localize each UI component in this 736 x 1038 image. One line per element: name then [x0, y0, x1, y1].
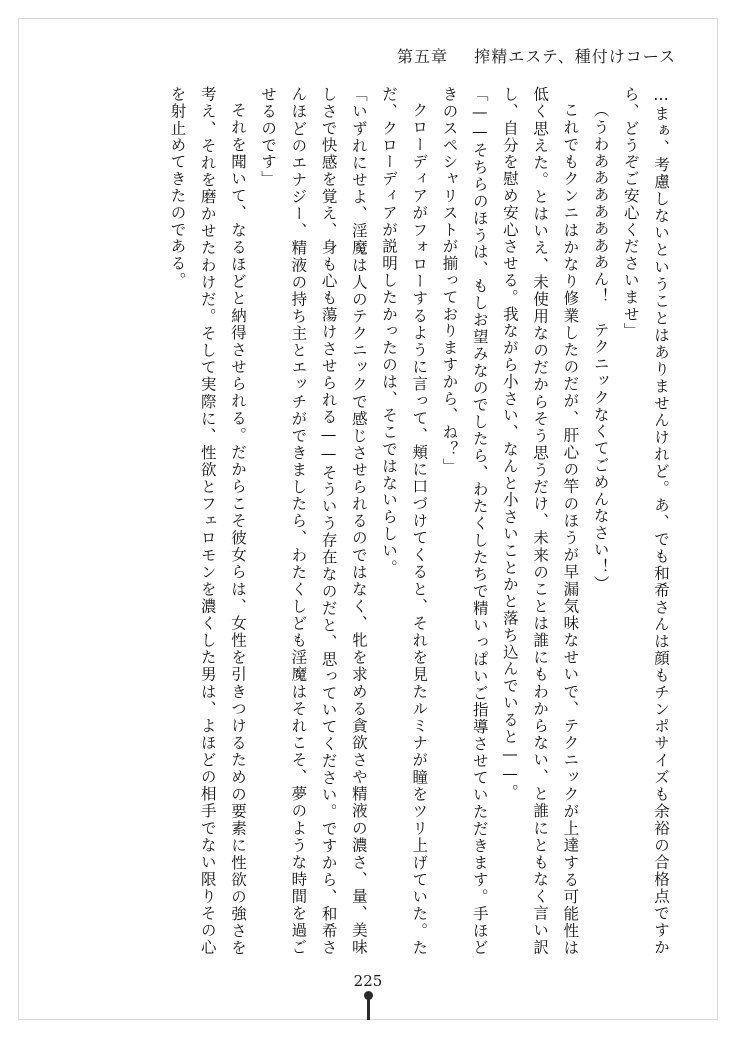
paragraph: …まぁ、考慮しないということはありませんけれど。あ、でも和希さんは顔もチンポサイズも余裕の合格点ですから、どうぞご安心くださいませ」	[621, 86, 670, 956]
chapter-header	[397, 44, 676, 67]
chapter-heading-title: 搾精エステ、種付けコース	[474, 47, 676, 66]
paragraph: （うわあああああああん！ テクニックなくてごめんなさい！）	[591, 101, 610, 592]
paragraph: 「いずれにせよ、淫魔は人のテクニックで感じさせられるのではなく、牝を求める貪欲さや精液の濃さ、量、美味しさで快感を覚え、身も心も蕩けさせられる——そういう存在なのだと、思っていてください。ですから、和希さんほどのエナジー、精液の持ち主とエッチができましたら、わたくしども淫魔はそれこそ、夢のような時間を過ごせるのです」	[259, 86, 368, 956]
paragraph: 「——そちらのほうは、もしお望みなのでしたら、わたくしたちで精いっぱいご指導させていただきます。手ほどきのスペシャリストが揃っておりますから、ね？」	[440, 86, 489, 956]
page-number: 225	[353, 972, 383, 990]
chapter-heading-number: 第五章	[397, 47, 449, 66]
paragraph: これでもクンニはかなり修業したのだが、肝心の竿のほうが早漏気味なせいで、テクニックが上達する可能性は低く思えた。とはいえ、未使用なのだからそう思うだけ、未来のことは誰にもわからない、と誰にともなく言い訳し、自分を慰め安心させる。我ながら小さい、なんと小さいことかと落ち込んでいると——。	[500, 86, 580, 956]
paragraph: それを聞いて、なるほどと納得させられる。だからこそ彼女らは、女性を引きつけるための要素に性欲の強さを考え、それを磨かせたわけだ。そして実際に、性欲とフェロモンを濃くした男は、よほどの相手でない限りその心を射止めてきたのである。	[168, 86, 247, 956]
body-text	[76, 86, 676, 956]
paragraph: クローディアがフォローするように言って、頬に口づけてくると、それを見たルミナが瞳をツリ上げていた。ただ、クローディアが説明したかったのは、そこではないらしい。	[380, 86, 429, 956]
page-tail-mark	[367, 998, 370, 1020]
